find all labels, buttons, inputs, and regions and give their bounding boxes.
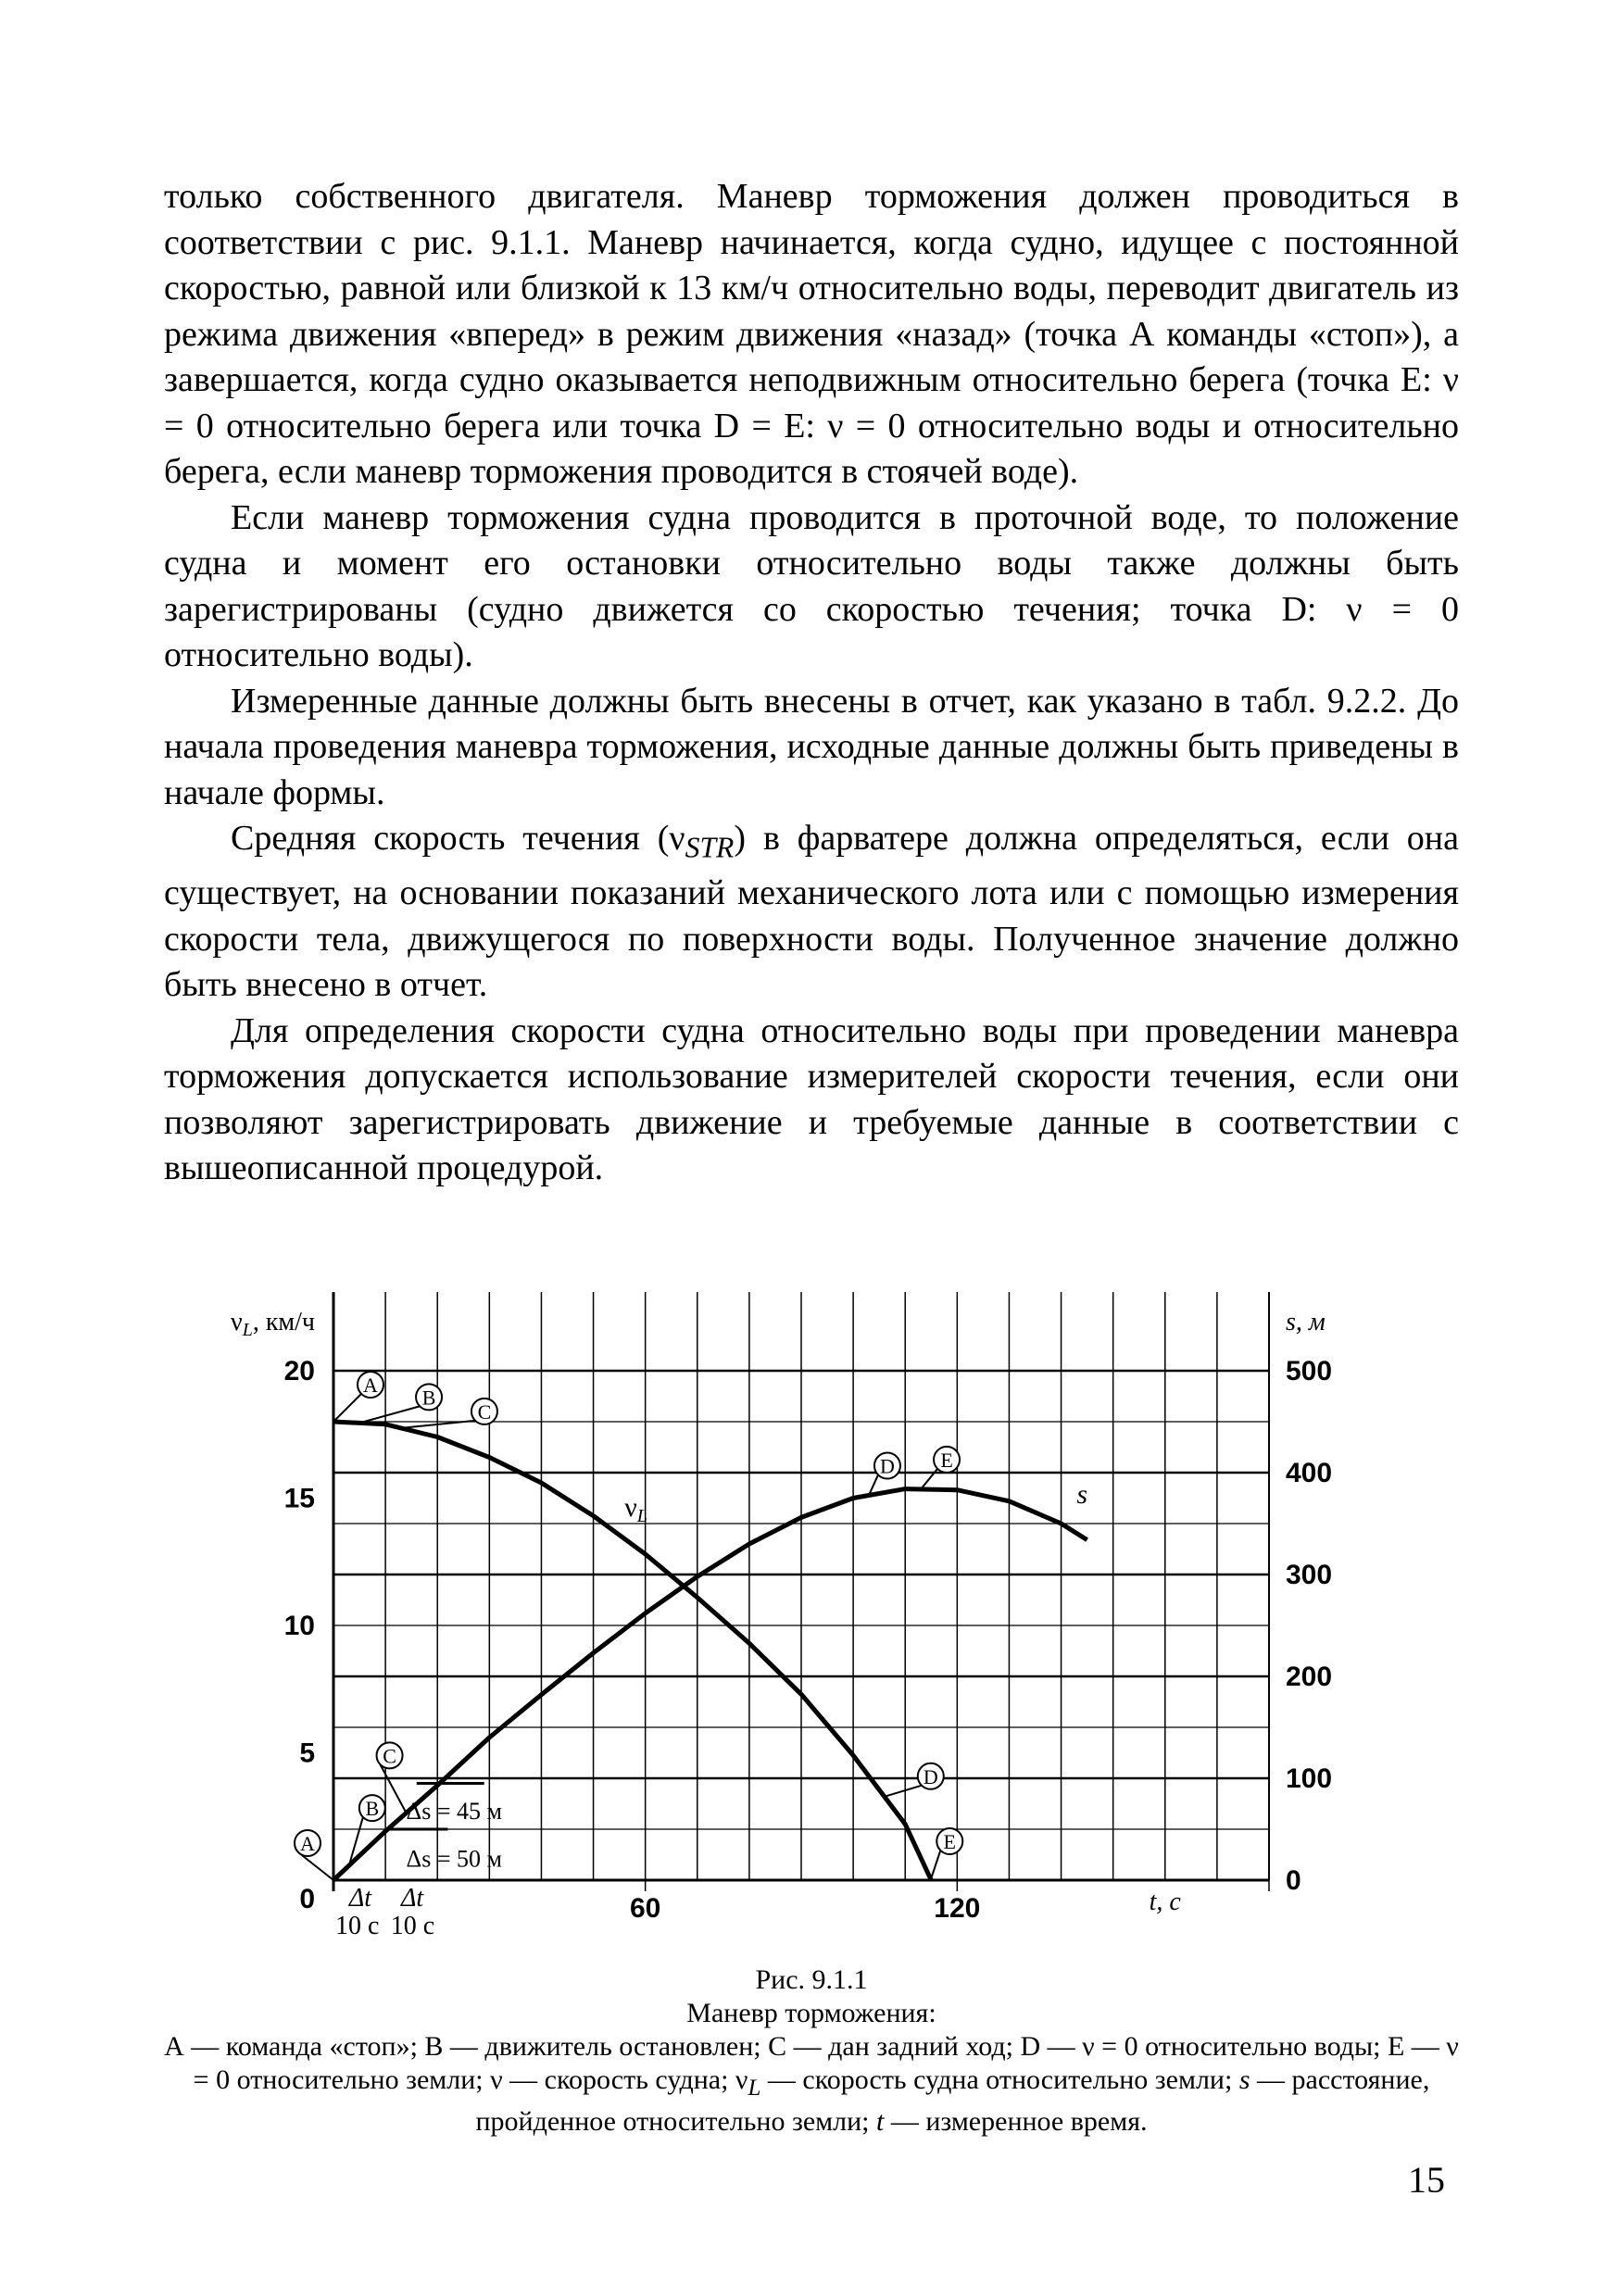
- x-axis-label: t, с: [1149, 1888, 1181, 1916]
- point-s-leader: [298, 1852, 333, 1880]
- point-s-label: B: [365, 1797, 380, 1821]
- point-v-leader: [359, 1406, 420, 1423]
- point-s-label: E: [940, 1448, 953, 1472]
- caption-number: Рис. 9.1.1: [755, 1964, 868, 1995]
- point-s-label: A: [300, 1832, 315, 1855]
- y-left-tick-label: 5: [299, 1738, 315, 1769]
- paragraph-4: [164, 816, 1459, 1009]
- y-right-tick-label: 0: [1286, 1865, 1301, 1896]
- page-number: 15: [1408, 2159, 1445, 2201]
- str-subscript: STR: [685, 831, 735, 864]
- point-v-label: C: [477, 1399, 492, 1424]
- series-vL-label: $\nu_L$: [624, 1491, 647, 1526]
- paragraph-2: Если маневр торможения судна проводится в проточной воде, то положение судна и момент его остановки относительно воды также должны быть зарегистрированы (судно движется со скоростью течения; точка D: ν = 0 относительно воды).: [164, 497, 1459, 674]
- caption-legend: [164, 2030, 1459, 2139]
- y-right-axis-label: s, м: [1286, 1308, 1326, 1336]
- paragraph-4-start: Средняя скорость течения (ν: [231, 819, 685, 858]
- ds1-annotation: Δs = 45 м: [406, 1798, 503, 1825]
- legend-part-3: — расстояние, пройденное относительно земли;: [475, 2064, 1430, 2137]
- point-v-leader: [333, 1394, 361, 1422]
- caption-title: Маневр торможения:: [686, 1998, 936, 2028]
- x-tick-label: 60: [629, 1893, 661, 1924]
- series-s-label: s: [1076, 1479, 1088, 1510]
- paragraph-5: Для определения скорости судна относительно воды при проведении маневра торможения допускается использование измерителей скорости течения, если они позволяют зарегистрировать движение и требуемые данные в соответствии с вышеописанной процедурой.: [164, 1010, 1459, 1188]
- y-left-tick-label: 20: [283, 1356, 315, 1386]
- y-right-tick-label: 500: [1286, 1356, 1333, 1386]
- y-right-tick-label: 100: [1286, 1763, 1333, 1794]
- point-v-leader: [931, 1851, 940, 1878]
- dt1-value: 10 с: [335, 1912, 380, 1940]
- legend-part-2: — скорость судна относительно земли;: [760, 2064, 1239, 2095]
- y-right-tick-label: 300: [1286, 1560, 1333, 1590]
- braking-maneuver-chart: [204, 1287, 1362, 1954]
- point-s-label: C: [383, 1744, 396, 1768]
- dt2-value: 10 с: [390, 1912, 435, 1940]
- figure-caption: [164, 1964, 1459, 2139]
- paragraph-3: Измеренные данные должны быть внесены в отчет, как указано в табл. 9.2.2. До начала проведения маневра торможения, исходные данные должны быть приведены в начале формы.: [164, 681, 1459, 812]
- x-tick-label: 120: [934, 1893, 981, 1924]
- y-left-tick-label: 10: [283, 1611, 315, 1641]
- legend-part-1: А — команда «стоп»; В — движитель остановлен; С — дан задний ход; D — ν = 0 относительно воды; Е — ν = 0 относительно земли; ν — скорость судна; ν: [164, 2031, 1459, 2095]
- y-right-tick-label: 400: [1286, 1458, 1333, 1488]
- legend-s: s: [1238, 2064, 1250, 2095]
- legend-t: t: [876, 2106, 885, 2137]
- figure: [204, 1287, 1362, 1959]
- dt2-label: Δt: [400, 1884, 424, 1913]
- point-v-label: D: [923, 1764, 938, 1788]
- body-text: [164, 174, 1459, 1192]
- legend-part-4: — измеренное время.: [884, 2106, 1148, 2137]
- y-left-tick-label: 0: [299, 1884, 315, 1914]
- legend-sub: L: [748, 2076, 761, 2101]
- y-left-tick-label: 15: [283, 1483, 315, 1514]
- point-v-label: A: [363, 1374, 378, 1397]
- point-s-label: D: [879, 1454, 895, 1478]
- ds2-annotation: Δs = 50 м: [406, 1845, 503, 1873]
- y-right-tick-label: 200: [1286, 1662, 1333, 1692]
- point-v-label: E: [943, 1830, 957, 1853]
- dt1-label: Δt: [348, 1884, 372, 1913]
- paragraph-4-end: ) в фарватере должна определяться, если она существует, на основании показаний механического лота или с помощью измерения скорости тела, движущегося по поверхности воды. Полученное значение должно быть внесено в отчет.: [164, 819, 1459, 1005]
- paragraph-1: только собственного двигателя. Маневр торможения должен проводиться в соответствии с рис. 9.1.1. Маневр начинается, когда судно, идущее с постоянной скоростью, равной или близкой к 13 км/ч относительно воды, переводит двигатель из режима движения «вперед» в режим движения «назад» (точка А команды «стоп»), а завершается, когда судно оказывается неподвижным относительно берега (точка Е: ν = 0 относительно берега или точка D = E: ν = 0 относительно воды и относительно берега, если маневр торможения проводится в стоячей воде).: [164, 177, 1459, 491]
- point-v-leader: [885, 1786, 922, 1797]
- point-v-label: B: [421, 1386, 436, 1410]
- y-left-axis-label: $\nu_L$, км/ч: [231, 1308, 315, 1340]
